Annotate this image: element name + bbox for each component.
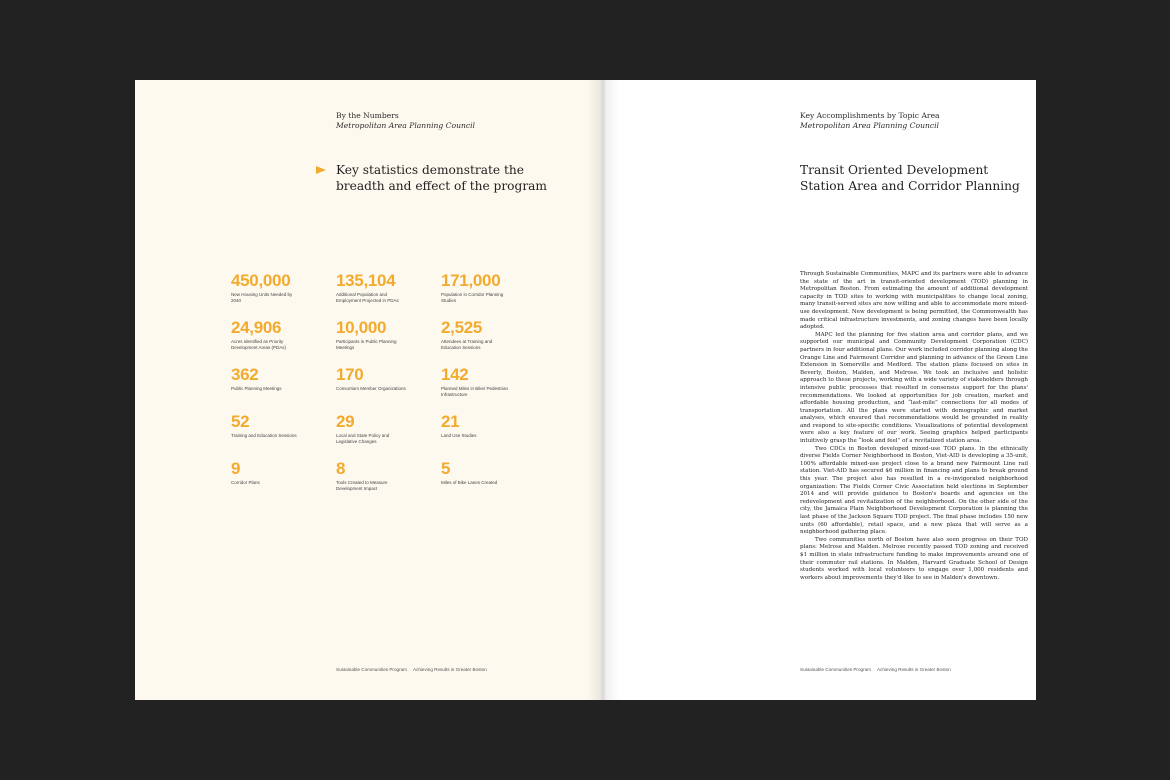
heading-line-2: Station Area and Corridor Planning	[800, 179, 1020, 193]
running-head-title: By the Numbers	[336, 111, 399, 120]
stat-label: Corridor Plans	[231, 480, 260, 485]
stat-item	[441, 318, 541, 351]
footer-tagline: Achieving Results in Greater Boston	[876, 667, 951, 672]
stat-item	[336, 412, 436, 445]
stat-item	[231, 318, 331, 351]
stat-item	[231, 271, 331, 304]
stat-label: Local and State Policy and Legislative Changes	[336, 433, 390, 444]
stat-value: 52	[231, 412, 250, 431]
heading-line-1: Transit Oriented Development	[800, 163, 989, 177]
body-paragraph: Two CDCs in Boston developed mixed-use TOD plans. In the ethnically diverse Fields Corner Neighborhood in Boston, Viet-AID is developing a 35-unit, 100% affordable mixed-use project close to a brand new Fairmount Line rail station. Viet-AID has secured $6 million in financing and plans to break ground this year. The project also has resulted in a re-invigorated neighborhood organization: The Fields Corner Civic Association held elections in September 2014 and will provide guidance to Boston's boards and agencies on the redevelopment and revitalization of the neighborhood. On the other side of the city, the Jamaica Plain Neighborhood Development Corporation is planning the last phase of the Jackson Square TOD project. The final phase includes 150 new units (60 affordable), retail space, and a new plaza that will serve as a neighborhood gathering place.	[800, 445, 1028, 536]
stat-label: Land Use Studies	[441, 433, 477, 438]
stat-value: 24,906	[231, 318, 282, 337]
running-head-subtitle: Metropolitan Area Planning Council	[800, 121, 939, 130]
running-head-subtitle: Metropolitan Area Planning Council	[336, 121, 475, 130]
stat-label: Consortium Member Organizations	[336, 386, 406, 391]
stat-label: Additional Population and Employment Projected in PDAs	[336, 292, 399, 303]
stat-item	[231, 459, 331, 486]
stat-item	[231, 412, 331, 439]
stat-item	[231, 365, 331, 392]
stat-item	[441, 459, 541, 486]
stat-value: 10,000	[336, 318, 387, 337]
stat-label: Participants in Public Planning Meetings	[336, 339, 397, 350]
stat-item	[336, 318, 436, 351]
page-heading	[336, 162, 586, 194]
body-paragraph: Two communities north of Boston have also seen progress on their TOD plans: Melrose and Malden. Melrose recently passed TOD zoning and received $1 million in state infrastructure funding to make improvements around one of their commuter rail stations. In Malden, Harvard Graduate School of Design students worked with local volunteers to engage over 1,000 residents and workers about improvements they'd like to see in Malden's downtown.	[800, 536, 1028, 581]
stat-value: 142	[441, 365, 469, 384]
body-paragraph: MAPC led the planning for five station area and corridor plans, and we supported our municipal and Community Development Corporation (CDC) partners in four additional plans. Our work included corridor planning along the Orange Line and Fairmount Corridor and planning in advance of the Green Line Extension in Somerville and Medford. The station plans focused on sites in Beverly, Boston, Malden, and Melrose. We took an inclusive and holistic approach to these projects, working with a wide variety of stakeholders through intensive public processes that resulted in consensus support for the plans' recommendations. We looked at opportunities for job creation, market and affordable housing production, and “last-mile” connections for all modes of transportation. All the plans were started with demographic and market analyses, which ensured that recommendations would be grounded in reality and respond to site-specific conditions. Visualizations of potential development were also a key feature of our work. Seeing graphics helped participants intuitively grasp the “look and feel” of a revitalized station area.	[800, 331, 1028, 445]
stat-value: 2,525	[441, 318, 483, 337]
stats-grid	[231, 271, 551, 511]
stat-value: 21	[441, 412, 460, 431]
heading-line-1: Key statistics demonstrate the	[336, 163, 524, 177]
footer-program: Sustainable Communities Program	[336, 667, 407, 672]
stat-value: 8	[336, 459, 346, 478]
stat-label: Public Planning Meetings	[231, 386, 282, 391]
stat-item	[441, 365, 541, 398]
footer-program: Sustainable Communities Program	[800, 667, 871, 672]
stat-label: Planned Miles in Bike/ Pedestrian Infrastructure	[441, 386, 509, 397]
stat-value: 171,000	[441, 271, 501, 290]
page-heading	[800, 162, 1050, 194]
stat-item	[336, 459, 436, 492]
running-head	[800, 111, 940, 131]
body-paragraph: Through Sustainable Communities, MAPC and its partners were able to advance the state of the art in transit-oriented development (TOD) planning in Metropolitan Boston. From estimating the amount of additional development capacity in TOD sites to working with municipalities to change local zoning, many transit-served sites are now willing and able to accommodate more mixed-use development. New development is being permitted, the Commonwealth has made critical infrastructure investments, and zoning changes have been locally adopted.	[800, 271, 1028, 331]
stat-value: 5	[441, 459, 451, 478]
page-footer	[800, 667, 951, 672]
stat-label: Training and Education Sessions	[231, 433, 297, 438]
stat-value: 170	[336, 365, 364, 384]
footer-tagline: Achieving Results in Greater Boston	[412, 667, 487, 672]
stat-label: Acres Identified as Priority Development Areas (PDAs)	[231, 339, 287, 350]
running-head	[336, 111, 475, 131]
stat-item	[441, 412, 541, 439]
stat-label: Population in Corridor Planning Studies	[441, 292, 504, 303]
arrow-right-icon	[316, 166, 326, 174]
stat-label: Tools Created to Measure Development Impact	[336, 480, 388, 491]
stat-label: Miles of Bike Lanes Created	[441, 480, 498, 485]
document-spread	[135, 80, 1036, 700]
stat-value: 450,000	[231, 271, 291, 290]
stat-item	[336, 271, 436, 304]
stat-label: New Housing Units Needed by 2040	[231, 292, 293, 303]
stat-value: 9	[231, 459, 241, 478]
stat-value: 29	[336, 412, 355, 431]
heading-line-2: breadth and effect of the program	[336, 179, 547, 193]
stat-value: 362	[231, 365, 259, 384]
stat-item	[336, 365, 436, 392]
stat-value: 135,104	[336, 271, 396, 290]
left-page	[135, 80, 602, 700]
stat-label: Attendees at Training and Education Sessions	[441, 339, 493, 350]
running-head-title: Key Accomplishments by Topic Area	[800, 111, 940, 120]
stat-item	[441, 271, 541, 304]
page-footer	[336, 667, 487, 672]
right-page	[602, 80, 1036, 700]
body-text	[800, 271, 1028, 582]
